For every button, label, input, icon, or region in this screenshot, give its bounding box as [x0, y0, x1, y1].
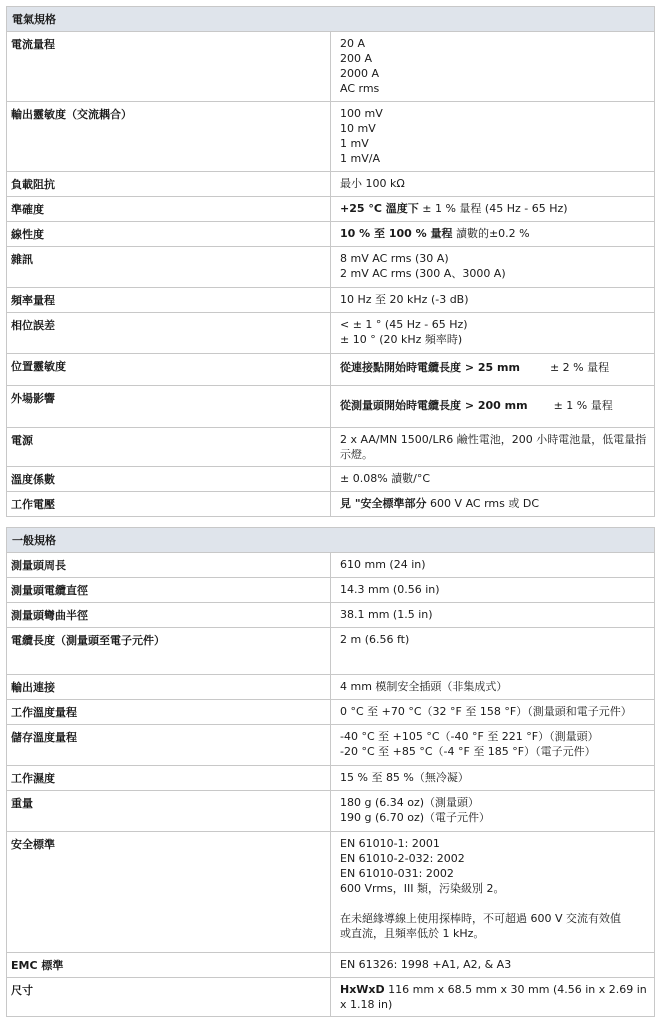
row-value: [331, 492, 655, 517]
row-value: [331, 32, 655, 102]
row-value: [331, 428, 655, 467]
row-value: [331, 766, 655, 791]
table-row: [7, 428, 655, 467]
row-value: [331, 354, 655, 386]
value-text: ± 2 % 量程: [549, 361, 610, 374]
table-row: [7, 247, 655, 288]
row-label: 工作電壓: [7, 492, 331, 517]
value-line: 2 x AA/MN 1500/LR6 鹼性電池，200 小時電池量，低電量指示燈。: [340, 433, 647, 461]
table-row: [7, 313, 655, 354]
value-line: ± 0.08% 讀數/°C: [340, 472, 431, 485]
row-label: 相位誤差: [7, 313, 331, 354]
value-line: AC rms: [340, 82, 380, 95]
row-value: [331, 247, 655, 288]
row-value: [331, 222, 655, 247]
value-line: EN 61010-031: 2002: [340, 867, 454, 880]
table-row: [7, 700, 655, 725]
value-line: 15 % 至 85 %（無冷凝）: [340, 771, 469, 784]
row-value: [331, 832, 655, 953]
row-label: 測量頭彎曲半徑: [7, 603, 331, 628]
table-row: [7, 791, 655, 832]
row-label: 電源: [7, 428, 331, 467]
value-line: 190 g (6.70 oz)（電子元件）: [340, 811, 491, 824]
table-row: [7, 628, 655, 675]
table-header-row: [7, 7, 655, 32]
row-label: 外場影響: [7, 386, 331, 428]
row-label: 溫度係數: [7, 467, 331, 492]
row-value: [331, 197, 655, 222]
row-value: [331, 578, 655, 603]
value-line: < ± 1 ° (45 Hz - 65 Hz): [340, 318, 468, 331]
electrical-title: 電氣規格: [7, 7, 655, 32]
row-label: 尺寸: [7, 978, 331, 1017]
row-value: [331, 978, 655, 1017]
value-text: 讀數的±0.2 %: [452, 227, 530, 240]
value-line: 38.1 mm (1.5 in): [340, 608, 433, 621]
value-line: 1 mV/A: [340, 152, 380, 165]
row-label: 負載阻抗: [7, 172, 331, 197]
table-row: [7, 766, 655, 791]
table-row: [7, 172, 655, 197]
table-row: [7, 386, 655, 428]
value-line: 20 A: [340, 37, 366, 50]
value-line: 2000 A: [340, 67, 380, 80]
value-text: ± 1 % 量程 (45 Hz - 65 Hz): [418, 202, 568, 215]
row-label: 輸出靈敏度（交流耦合）: [7, 102, 331, 172]
value-line: -20 °C 至 +85 °C（-4 °F 至 185 °F）（電子元件）: [340, 745, 596, 758]
value-line: EN 61010-2-032: 2002: [340, 852, 465, 865]
value-line: 2 m (6.56 ft): [340, 633, 410, 646]
row-value: [331, 172, 655, 197]
row-label: 工作溫度量程: [7, 700, 331, 725]
row-label: 線性度: [7, 222, 331, 247]
table-row: [7, 197, 655, 222]
row-value: [331, 313, 655, 354]
row-label: 頻率量程: [7, 288, 331, 313]
electrical-spec-table: [6, 6, 655, 517]
value-bold: 從連接點開始時電纜長度 > 25 mm: [340, 361, 520, 374]
table-row: [7, 603, 655, 628]
safety-note: 在未絕緣導線上使用探棒時，不可超過 600 V 交流有效值或直流，且頻率低於 1 kHz。: [340, 912, 622, 940]
value-line: 10 Hz 至 20 kHz (-3 dB): [340, 293, 469, 306]
row-label: 準確度: [7, 197, 331, 222]
value-line: ± 10 ° (20 kHz 頻率時): [340, 333, 463, 346]
row-label: 位置靈敏度: [7, 354, 331, 386]
row-label: 測量頭周長: [7, 553, 331, 578]
value-bold: 見 "安全標準部分: [340, 497, 427, 510]
table-row: [7, 675, 655, 700]
row-value: [331, 675, 655, 700]
row-value: [331, 791, 655, 832]
row-label: 重量: [7, 791, 331, 832]
value-text: 600 V AC rms 或 DC: [426, 497, 540, 510]
row-label: 輸出連接: [7, 675, 331, 700]
value-bold: HxWxD: [340, 983, 385, 996]
value-line: 2 mV AC rms (300 A、3000 A): [340, 267, 506, 280]
row-value: [331, 553, 655, 578]
table-row: [7, 553, 655, 578]
value-text: ± 1 % 量程: [553, 399, 613, 412]
value-bold: 10 % 至 100 % 量程: [340, 227, 453, 240]
row-label: 儲存溫度量程: [7, 725, 331, 766]
value-line: 180 g (6.34 oz)（測量頭）: [340, 796, 480, 809]
table-row: [7, 492, 655, 517]
general-title: 一般規格: [7, 528, 655, 553]
table-row: [7, 32, 655, 102]
row-value: [331, 288, 655, 313]
value-text: 116 mm x 68.5 mm x 30 mm (4.56 in x 2.69 in x 1.18 in): [340, 983, 647, 1011]
value-bold: 從測量頭開始時電纜長度 > 200 mm: [340, 399, 528, 412]
table-row: [7, 832, 655, 953]
value-line: 10 mV: [340, 122, 376, 135]
value-line: 最小 100 kΩ: [340, 177, 405, 190]
table-row: [7, 725, 655, 766]
table-row: [7, 354, 655, 386]
row-value: [331, 603, 655, 628]
row-label: 測量頭電纜直徑: [7, 578, 331, 603]
table-row: [7, 953, 655, 978]
table-row: [7, 102, 655, 172]
row-label: 安全標準: [7, 832, 331, 953]
row-label: 電纜長度（測量頭至電子元件）: [7, 628, 331, 675]
value-line: 0 °C 至 +70 °C（32 °F 至 158 °F）（測量頭和電子元件）: [340, 705, 632, 718]
value-line: -40 °C 至 +105 °C（-40 °F 至 221 °F）（測量頭）: [340, 730, 599, 743]
value-line: 100 mV: [340, 107, 383, 120]
general-spec-table: [6, 527, 655, 1017]
row-value: [331, 628, 655, 675]
table-header-row: [7, 528, 655, 553]
value-line: 8 mV AC rms (30 A): [340, 252, 449, 265]
row-label: 工作濕度: [7, 766, 331, 791]
row-value: [331, 700, 655, 725]
value-line: 200 A: [340, 52, 373, 65]
row-value: [331, 386, 655, 428]
value-line: EN 61326: 1998 +A1, A2, & A3: [340, 958, 512, 971]
value-line: EN 61010-1: 2001: [340, 837, 440, 850]
row-label: EMC 標準: [7, 953, 331, 978]
row-value: [331, 725, 655, 766]
value-line: 14.3 mm (0.56 in): [340, 583, 440, 596]
value-line: 4 mm 模制安全插頭（非集成式）: [340, 680, 508, 693]
table-row: [7, 222, 655, 247]
value-line: 1 mV: [340, 137, 369, 150]
table-row: [7, 467, 655, 492]
table-row: [7, 578, 655, 603]
row-label: 電流量程: [7, 32, 331, 102]
row-value: [331, 102, 655, 172]
value-line: 600 Vrms，III 類，污染級別 2。: [340, 882, 505, 895]
table-row: [7, 978, 655, 1017]
row-value: [331, 467, 655, 492]
table-row: [7, 288, 655, 313]
row-label: 雜訊: [7, 247, 331, 288]
value-line: 610 mm (24 in): [340, 558, 426, 571]
value-bold: +25 °C 溫度下: [340, 202, 419, 215]
row-value: [331, 953, 655, 978]
